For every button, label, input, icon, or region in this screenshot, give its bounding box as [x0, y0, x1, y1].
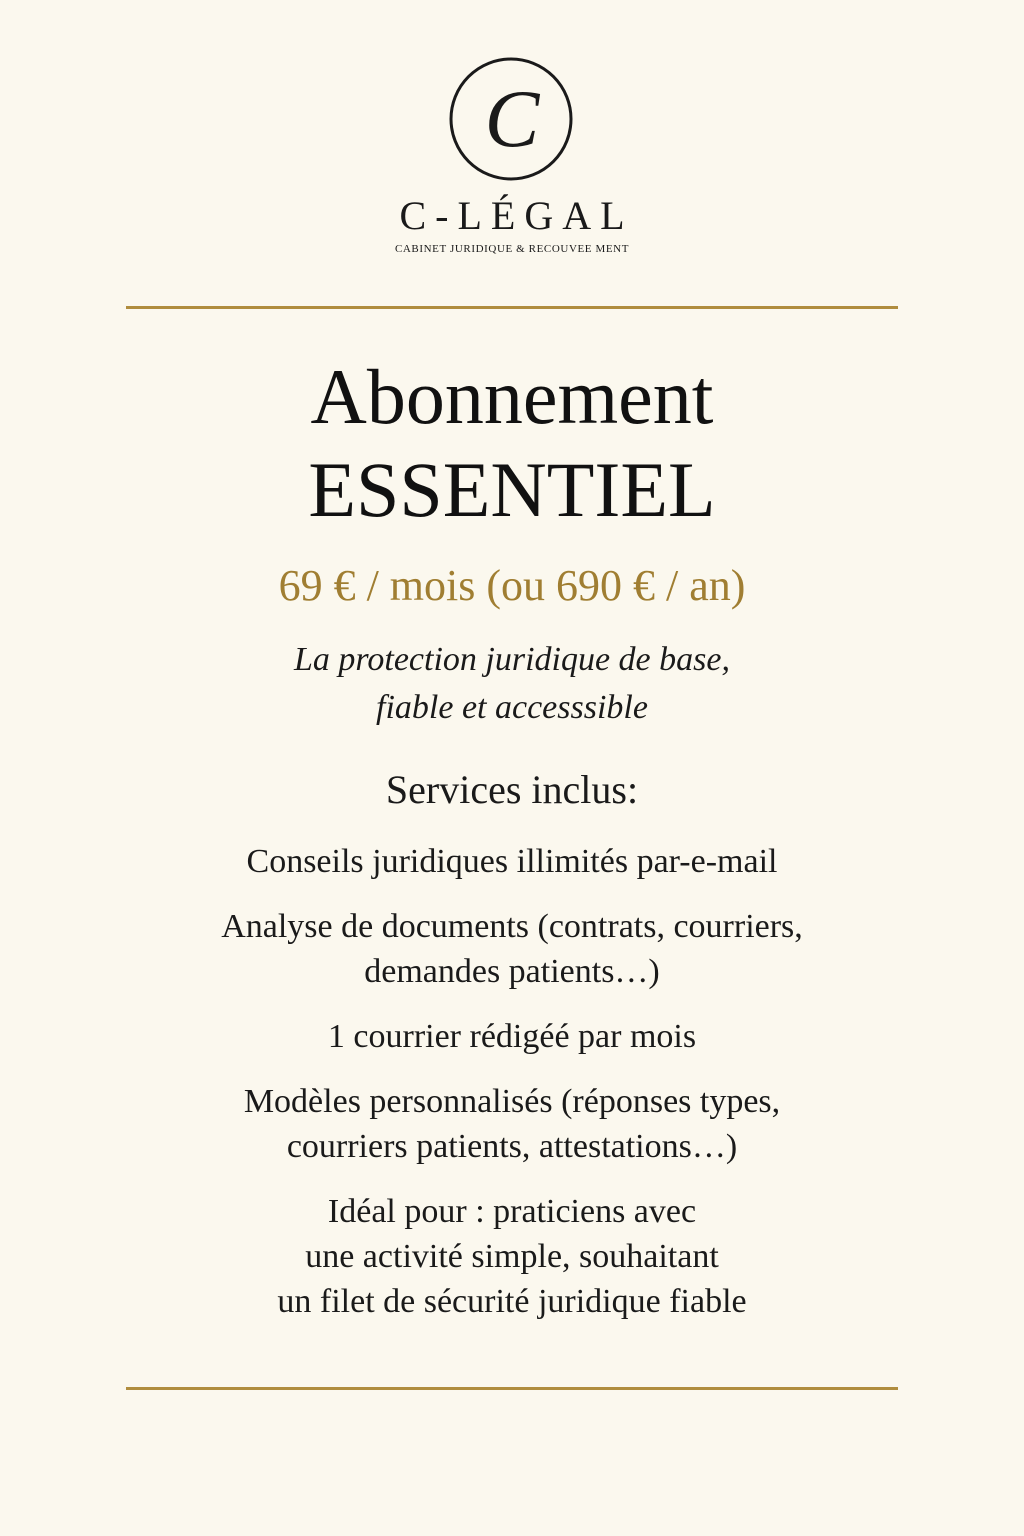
service-item-3-line-1: 1 courrier rédigéé par mois	[327, 1018, 697, 1055]
monogram-letter: C	[484, 73, 540, 164]
offer-title-line2: ESSENTIEL	[308, 446, 716, 533]
service-item-1-line-1: Conseils juridiques illimités par-e-mail	[246, 843, 778, 880]
offer-subtitle-line2: fiable et accesssible	[376, 689, 648, 726]
ideal-line-3: un filet de sécurité juridique fiable	[277, 1283, 747, 1320]
offer-title-line1: Abonnement	[310, 353, 714, 440]
service-item-4-line-1: Modèles personnalisés (réponses types,	[243, 1083, 781, 1120]
brand-name: C-LÉGAL	[399, 193, 634, 238]
service-item-4-line-2: courriers patients, attestations…)	[286, 1128, 738, 1165]
service-item-2-line-2: demandes patients…)	[364, 953, 660, 990]
service-item-2-line-1: Analyse de documents (contrats, courriers,	[221, 908, 803, 945]
offer-subtitle-line1: La protection juridique de base,	[294, 641, 730, 678]
brand-tagline: CABINET JURIDIQUE & RECOUVEE MENT	[394, 243, 630, 255]
logo	[0, 50, 1024, 260]
monogram-circle-icon	[446, 54, 576, 184]
ideal-line-1: Idéal pour : praticiens avec	[327, 1193, 697, 1230]
offer-price: 69 € / mois (ou 690 € / an)	[278, 561, 746, 610]
bottom-divider	[126, 1387, 898, 1390]
services-heading: Services inclus:	[385, 767, 639, 812]
ideal-line-2: une activité simple, souhaitant	[305, 1238, 719, 1275]
top-divider	[126, 306, 898, 309]
